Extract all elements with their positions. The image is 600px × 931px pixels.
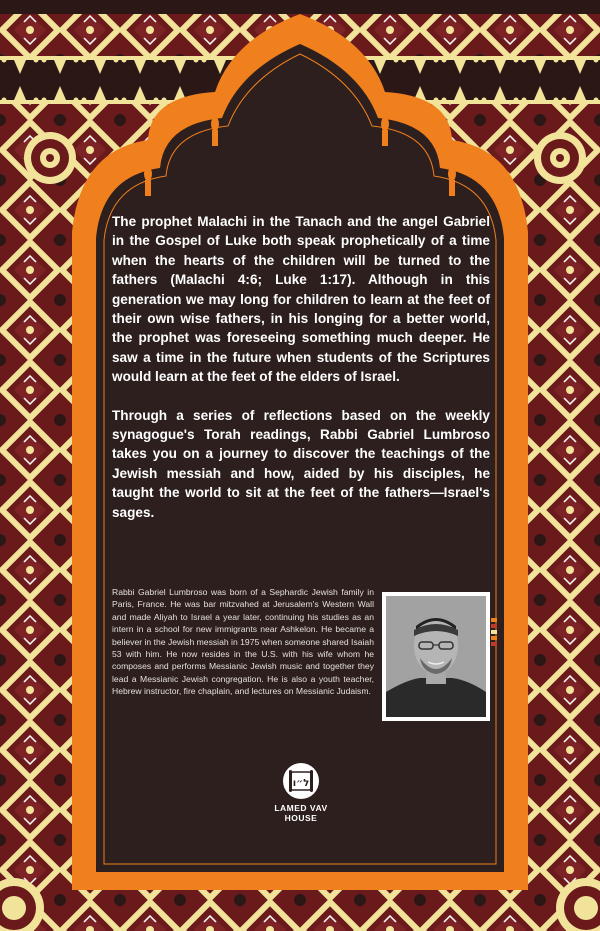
author-portrait-icon — [386, 596, 486, 717]
logo-hebrew-mark: ל״ו — [292, 778, 310, 789]
publisher-name-line1: LAMED VAV — [274, 803, 328, 813]
publisher-logo — [266, 762, 336, 823]
author-photo — [382, 592, 490, 721]
photo-accent-stripes — [491, 618, 497, 654]
blurb-paragraph-1: The prophet Malachi in the Tanach and the angel Gabriel in the Gospel of Luke both speak prophetically of a time when the hearts of the children will be turned to the fathers (Malachi 4:6; Luke 1:17). Although in this generation we may long for children to learn at the feet of their own wise fathers, in his longing for a better world, the prophet was foreseeing something much deeper. He saw a time in the future when students of the Scriptures would learn at the feet of the elders of Israel. — [112, 214, 490, 385]
publisher-name — [266, 803, 336, 823]
blurb-paragraph-2: Through a series of reflections based on the weekly synagogue's Torah readings, Rabbi Gabriel Lumbroso takes you on a journey to discover the teachings of the Jewish messiah and how, aided by his disciples, he taught the world to sit at the feet of the fathers—Israel's sages. — [112, 407, 490, 520]
author-bio: Rabbi Gabriel Lumbroso was born of a Sephardic Jewish family in Paris, France. He was bar mitzvahed at Jerusalem's Western Wall and made Aliyah to Israel a year later, continuing his studies as an intern in a school for new immigrants near Ashkelon. He became a believer in the Jewish messiah in 1975 when someone shared Isaiah 53 with him. He now resides in the U.S. with his wife whom he composes and performs Messianic Jewish music and together they lead a Messianic Jewish congregation. He is also a youth teacher, Hebrew instructor, fire chaplain, and lectures on Messianic Judaism. — [112, 587, 374, 697]
back-cover-blurb — [112, 212, 490, 541]
publisher-name-line2: HOUSE — [284, 813, 318, 823]
lamed-vav-scroll-logo-icon — [282, 762, 320, 800]
